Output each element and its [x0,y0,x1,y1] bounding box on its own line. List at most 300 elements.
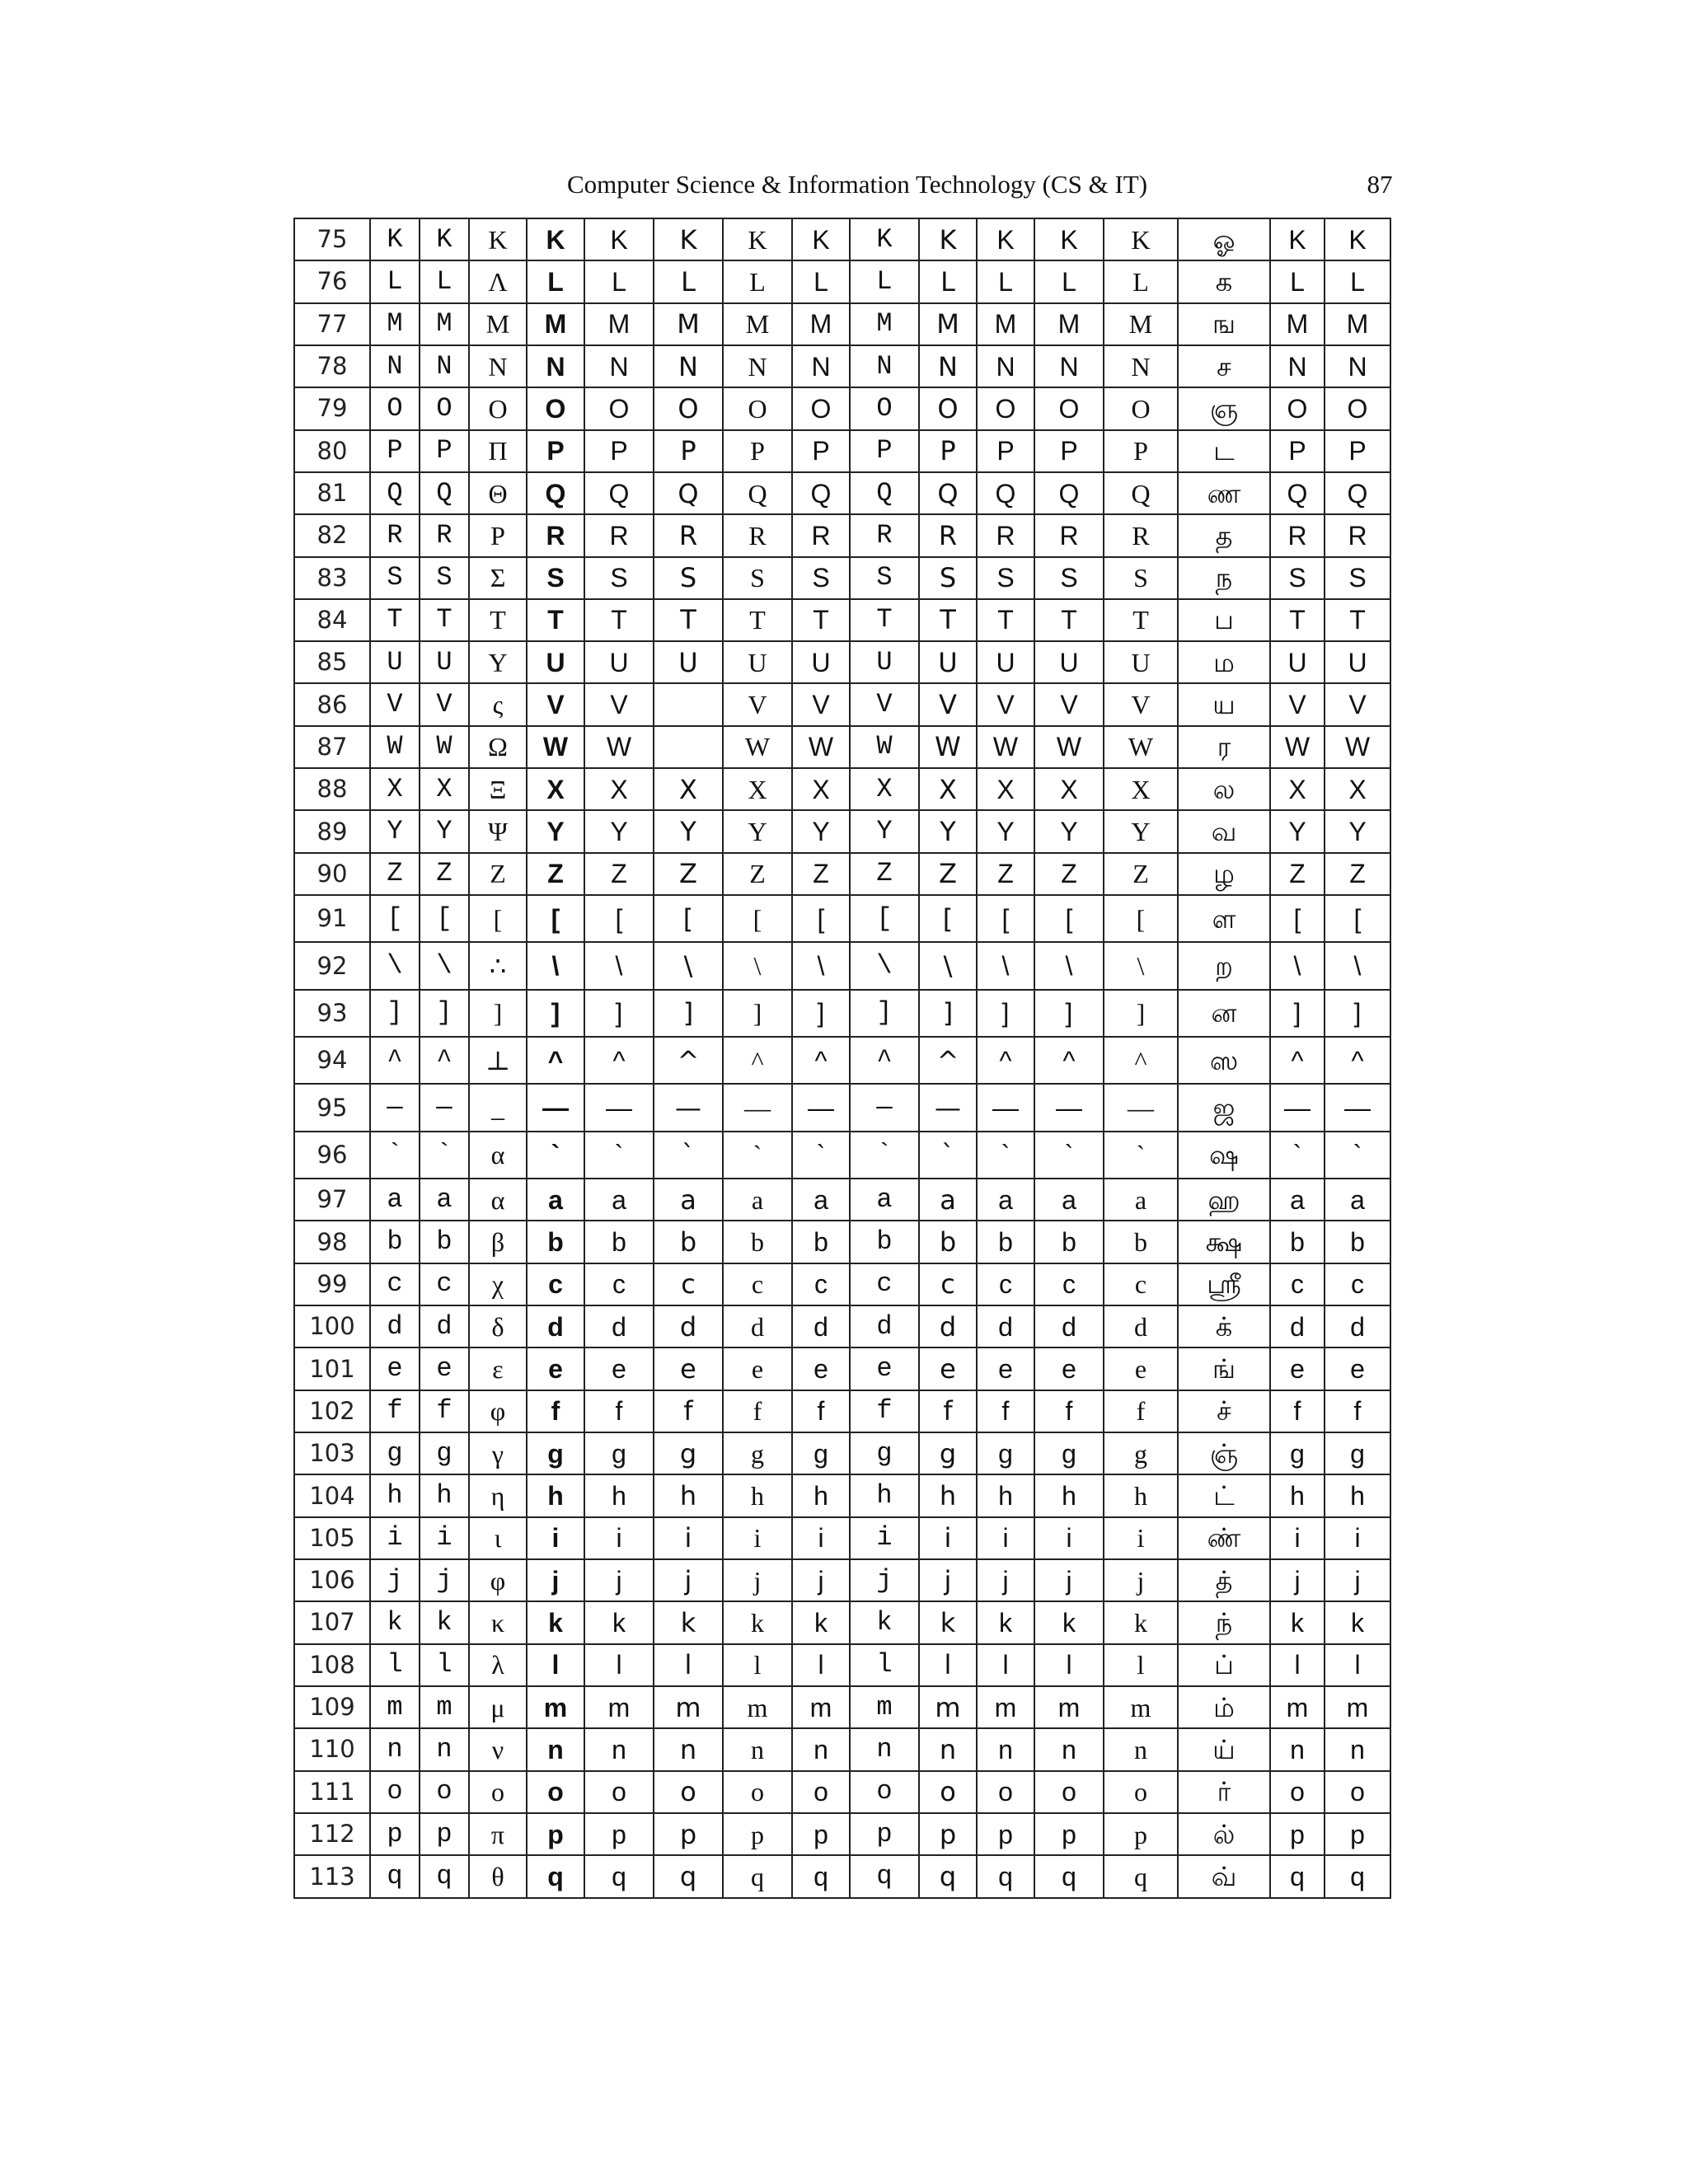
glyph-cell: ^ [584,1037,654,1084]
glyph-cell: i [1034,1517,1104,1559]
glyph-cell: e [919,1347,977,1390]
glyph-cell: a [1034,1179,1104,1221]
glyph-cell: κ [469,1601,527,1643]
glyph-cell: M [792,303,850,345]
glyph-cell: a [584,1179,654,1221]
glyph-cell: Q [584,472,654,514]
glyph-cell: i [792,1517,850,1559]
glyph-cell: W [919,726,977,768]
glyph-cell: R [584,514,654,556]
glyph-cell: ர் [1178,1771,1270,1813]
glyph-cell: ν [469,1728,527,1770]
glyph-cell: φ [469,1559,527,1601]
glyph-cell: p [370,1813,420,1855]
glyph-cell: T [792,599,850,641]
glyph-cell: f [1270,1390,1325,1432]
glyph-cell: S [1034,557,1104,599]
glyph-cell: l [1104,1644,1178,1686]
glyph-cell: P [919,430,977,472]
glyph-cell: L [1270,260,1325,302]
glyph-cell: M [1270,303,1325,345]
glyph-cell: k [1034,1601,1104,1643]
glyph-cell: ள [1178,895,1270,942]
glyph-cell: [ [370,895,420,942]
glyph-cell: k [584,1601,654,1643]
glyph-cell: q [420,1855,469,1898]
table-row [294,1037,1390,1084]
glyph-cell: — [977,1084,1034,1131]
glyph-cell: n [584,1728,654,1770]
glyph-cell: O [370,387,420,429]
glyph-cell: — [584,1084,654,1131]
glyph-cell: m [654,1686,723,1728]
glyph-cell: ஓ [1178,218,1270,260]
glyph-cell: Q [527,472,584,514]
glyph-cell: ப் [1178,1644,1270,1686]
glyph-cell: X [792,768,850,810]
glyph-cell: T [850,599,919,641]
glyph-cell: ^ [1104,1037,1178,1084]
glyph-cell: l [1270,1644,1325,1686]
glyph-cell: c [420,1263,469,1305]
glyph-cell: Ψ [469,810,527,852]
glyph-cell: c [1104,1263,1178,1305]
char-code-cell: 79 [294,387,370,429]
glyph-cell: h [919,1474,977,1516]
glyph-cell: V [584,683,654,725]
glyph-cell: R [370,514,420,556]
glyph-cell: i [919,1517,977,1559]
glyph-cell: க்ஷ [1178,1221,1270,1263]
glyph-cell: T [584,599,654,641]
glyph-cell: p [792,1813,850,1855]
glyph-cell: Ζ [469,853,527,895]
char-code-cell: 106 [294,1559,370,1601]
char-code-cell: 80 [294,430,370,472]
char-code-cell: 88 [294,768,370,810]
page-header-title: Computer Science & Information Technology (CS & IT) [566,170,1148,199]
glyph-cell: k [977,1601,1034,1643]
glyph-cell: q [527,1855,584,1898]
glyph-cell: o [919,1771,977,1813]
table-row [294,1601,1390,1643]
glyph-cell: e [584,1347,654,1390]
glyph-cell: T [1034,599,1104,641]
glyph-cell: ] [527,990,584,1037]
glyph-cell: j [1270,1559,1325,1601]
glyph-cell: l [654,1644,723,1686]
glyph-cell: m [1104,1686,1178,1728]
glyph-cell: — [654,1084,723,1131]
glyph-cell: d [527,1305,584,1347]
glyph-cell: ` [654,1132,723,1179]
glyph-cell: T [723,599,792,641]
glyph-cell: ஜ [1178,1084,1270,1131]
char-code-cell: 83 [294,557,370,599]
glyph-cell: [ [792,895,850,942]
glyph-cell: P [1034,430,1104,472]
glyph-cell: ^ [1270,1037,1325,1084]
glyph-cell: k [1325,1601,1390,1643]
glyph-cell: S [1104,557,1178,599]
glyph-cell: f [1034,1390,1104,1432]
glyph-cell: ல் [1178,1813,1270,1855]
glyph-cell: l [919,1644,977,1686]
glyph-cell: a [654,1179,723,1221]
glyph-cell: e [977,1347,1034,1390]
glyph-cell: ற [1178,942,1270,989]
glyph-cell: a [527,1179,584,1221]
glyph-cell: L [723,260,792,302]
char-code-cell: 92 [294,942,370,989]
glyph-cell: ^ [723,1037,792,1084]
glyph-cell: b [1325,1221,1390,1263]
glyph-cell: U [977,641,1034,683]
table-row [294,1855,1390,1898]
table-row [294,810,1390,852]
glyph-cell: \ [1104,942,1178,989]
glyph-cell: V [850,683,919,725]
glyph-cell: p [723,1813,792,1855]
glyph-cell: S [527,557,584,599]
glyph-cell: L [370,260,420,302]
glyph-cell: M [723,303,792,345]
glyph-cell: [ [1325,895,1390,942]
glyph-cell: Τ [469,599,527,641]
glyph-cell: த [1178,514,1270,556]
glyph-cell: φ [469,1390,527,1432]
glyph-cell: ச் [1178,1390,1270,1432]
glyph-cell: l [792,1644,850,1686]
table-row [294,514,1390,556]
glyph-cell: N [919,345,977,387]
glyph-cell: m [1270,1686,1325,1728]
glyph-cell: N [792,345,850,387]
glyph-cell: N [527,345,584,387]
table-row [294,1084,1390,1131]
glyph-cell: \ [977,942,1034,989]
glyph-cell: ங [1178,303,1270,345]
glyph-cell: Λ [469,260,527,302]
glyph-cell: n [723,1728,792,1770]
glyph-cell: b [977,1221,1034,1263]
table-row [294,557,1390,599]
glyph-cell: M [420,303,469,345]
glyph-cell: j [723,1559,792,1601]
glyph-cell: S [919,557,977,599]
glyph-cell: X [527,768,584,810]
char-code-cell: 100 [294,1305,370,1347]
glyph-cell: ^ [1325,1037,1390,1084]
glyph-cell: L [1034,260,1104,302]
glyph-cell: X [1270,768,1325,810]
glyph-cell: p [420,1813,469,1855]
glyph-cell: K [1270,218,1325,260]
char-code-cell: 87 [294,726,370,768]
glyph-cell: Y [850,810,919,852]
glyph-cell: [ [919,895,977,942]
glyph-cell: க் [1178,1305,1270,1347]
glyph-cell: i [370,1517,420,1559]
glyph-cell [654,683,723,725]
glyph-cell: \ [1034,942,1104,989]
glyph-cell: λ [469,1644,527,1686]
glyph-cell: m [584,1686,654,1728]
glyph-cell: c [1034,1263,1104,1305]
glyph-cell: l [723,1644,792,1686]
char-code-cell: 110 [294,1728,370,1770]
glyph-cell: d [1104,1305,1178,1347]
glyph-cell: W [1325,726,1390,768]
glyph-cell: q [919,1855,977,1898]
glyph-cell: a [723,1179,792,1221]
glyph-cell: h [1270,1474,1325,1516]
character-encoding-table [293,218,1391,1899]
glyph-cell: Z [919,853,977,895]
glyph-cell: g [584,1432,654,1474]
glyph-cell: P [420,430,469,472]
glyph-cell: ] [1270,990,1325,1037]
char-code-cell: 91 [294,895,370,942]
char-code-cell: 105 [294,1517,370,1559]
glyph-cell: \ [850,942,919,989]
glyph-cell: \ [792,942,850,989]
glyph-cell: S [977,557,1034,599]
glyph-cell: n [977,1728,1034,1770]
glyph-cell: T [1325,599,1390,641]
glyph-cell: L [977,260,1034,302]
glyph-cell: W [527,726,584,768]
glyph-cell: o [527,1771,584,1813]
glyph-cell: b [584,1221,654,1263]
glyph-cell: Y [527,810,584,852]
glyph-cell: p [850,1813,919,1855]
char-code-cell: 85 [294,641,370,683]
glyph-cell: h [527,1474,584,1516]
glyph-cell: i [723,1517,792,1559]
glyph-cell: ] [1325,990,1390,1037]
glyph-cell: N [1104,345,1178,387]
glyph-cell: V [977,683,1034,725]
glyph-cell: g [723,1432,792,1474]
table-row [294,472,1390,514]
glyph-cell: h [654,1474,723,1516]
glyph-cell: a [919,1179,977,1221]
glyph-cell: ` [370,1132,420,1179]
char-code-cell: 97 [294,1179,370,1221]
glyph-cell: Q [1270,472,1325,514]
glyph-cell: S [370,557,420,599]
glyph-cell: V [1104,683,1178,725]
glyph-cell: R [977,514,1034,556]
glyph-cell: n [1034,1728,1104,1770]
glyph-cell: χ [469,1263,527,1305]
glyph-cell: b [370,1221,420,1263]
glyph-cell: ந [1178,557,1270,599]
glyph-cell: g [1034,1432,1104,1474]
glyph-cell: a [1104,1179,1178,1221]
glyph-cell: i [584,1517,654,1559]
glyph-cell: d [850,1305,919,1347]
glyph-cell: M [370,303,420,345]
table-row [294,990,1390,1037]
glyph-cell: X [370,768,420,810]
glyph-cell: g [1270,1432,1325,1474]
glyph-cell: a [370,1179,420,1221]
glyph-cell: S [584,557,654,599]
glyph-cell: ε [469,1347,527,1390]
table-row [294,430,1390,472]
glyph-cell: L [584,260,654,302]
glyph-cell: T [420,599,469,641]
glyph-cell: j [792,1559,850,1601]
glyph-cell: V [527,683,584,725]
glyph-cell: q [1104,1855,1178,1898]
glyph-cell: ல [1178,768,1270,810]
glyph-cell: \ [1270,942,1325,989]
glyph-cell: வ [1178,810,1270,852]
glyph-cell: O [1104,387,1178,429]
glyph-cell: Κ [469,218,527,260]
glyph-cell: ஞ் [1178,1432,1270,1474]
glyph-cell: V [723,683,792,725]
glyph-cell: l [420,1644,469,1686]
glyph-cell: W [584,726,654,768]
glyph-cell: X [584,768,654,810]
glyph-cell: ^ [919,1037,977,1084]
glyph-cell: o [792,1771,850,1813]
glyph-cell: ο [469,1771,527,1813]
glyph-cell: P [584,430,654,472]
char-code-cell: 76 [294,260,370,302]
glyph-cell: d [1034,1305,1104,1347]
glyph-cell: M [584,303,654,345]
glyph-cell: ஹ [1178,1179,1270,1221]
glyph-cell: q [654,1855,723,1898]
glyph-cell: Θ [469,472,527,514]
glyph-cell: ] [1104,990,1178,1037]
glyph-cell: P [1104,430,1178,472]
glyph-cell: b [654,1221,723,1263]
glyph-cell: X [420,768,469,810]
glyph-cell: g [977,1432,1034,1474]
glyph-cell: b [1034,1221,1104,1263]
glyph-cell: ι [469,1517,527,1559]
glyph-cell: U [850,641,919,683]
table-row [294,1771,1390,1813]
char-code-cell: 96 [294,1132,370,1179]
page-number: 87 [1367,170,1393,199]
glyph-cell: d [1270,1305,1325,1347]
table-row [294,1813,1390,1855]
glyph-cell: O [1034,387,1104,429]
glyph-cell: j [527,1559,584,1601]
glyph-cell: ` [1034,1132,1104,1179]
glyph-cell: \ [527,942,584,989]
glyph-cell: N [1034,345,1104,387]
glyph-cell: R [527,514,584,556]
glyph-cell: ண் [1178,1517,1270,1559]
table-row [294,1559,1390,1601]
glyph-cell: ` [1104,1132,1178,1179]
glyph-cell: \ [919,942,977,989]
table-row [294,726,1390,768]
glyph-cell: ட [1178,430,1270,472]
glyph-cell: ^ [370,1037,420,1084]
glyph-cell: Z [977,853,1034,895]
glyph-cell: P [977,430,1034,472]
glyph-cell: O [850,387,919,429]
char-code-cell: 82 [294,514,370,556]
glyph-cell: q [1325,1855,1390,1898]
char-code-cell: 102 [294,1390,370,1432]
glyph-cell: N [420,345,469,387]
glyph-cell: ] [654,990,723,1037]
glyph-cell: ஸ [1178,1037,1270,1084]
glyph-cell: R [1325,514,1390,556]
glyph-cell: i [1104,1517,1178,1559]
glyph-cell: a [850,1179,919,1221]
glyph-cell: j [1034,1559,1104,1601]
char-code-cell: 101 [294,1347,370,1390]
glyph-cell: Ξ [469,768,527,810]
glyph-cell: N [723,345,792,387]
glyph-cell: ` [1270,1132,1325,1179]
glyph-cell: ` [420,1132,469,1179]
glyph-cell: ] [1034,990,1104,1037]
glyph-cell: Z [370,853,420,895]
glyph-cell: R [723,514,792,556]
glyph-cell: ம [1178,641,1270,683]
glyph-cell: S [1270,557,1325,599]
glyph-cell: f [654,1390,723,1432]
glyph-cell: O [527,387,584,429]
glyph-cell: — [1034,1084,1104,1131]
glyph-cell: ] [469,990,527,1037]
glyph-cell: i [850,1517,919,1559]
glyph-cell: Z [723,853,792,895]
glyph-cell: d [654,1305,723,1347]
glyph-cell: V [420,683,469,725]
table-row [294,218,1390,260]
glyph-cell: \ [1325,942,1390,989]
glyph-cell: ண [1178,472,1270,514]
glyph-cell: ` [584,1132,654,1179]
table-row [294,1686,1390,1728]
glyph-cell: U [584,641,654,683]
glyph-cell: ] [977,990,1034,1037]
glyph-cell: W [1270,726,1325,768]
glyph-cell: k [723,1601,792,1643]
glyph-cell: ட் [1178,1474,1270,1516]
glyph-cell: U [792,641,850,683]
table-row [294,768,1390,810]
table-row [294,387,1390,429]
glyph-cell: U [1034,641,1104,683]
glyph-cell: β [469,1221,527,1263]
glyph-cell: b [919,1221,977,1263]
glyph-cell: N [584,345,654,387]
table-row [294,303,1390,345]
glyph-cell: g [1325,1432,1390,1474]
glyph-cell: S [420,557,469,599]
glyph-cell: o [584,1771,654,1813]
table-row [294,599,1390,641]
glyph-cell: ர [1178,726,1270,768]
glyph-cell: Μ [469,303,527,345]
glyph-cell: — [850,1084,919,1131]
glyph-cell: Y [420,810,469,852]
